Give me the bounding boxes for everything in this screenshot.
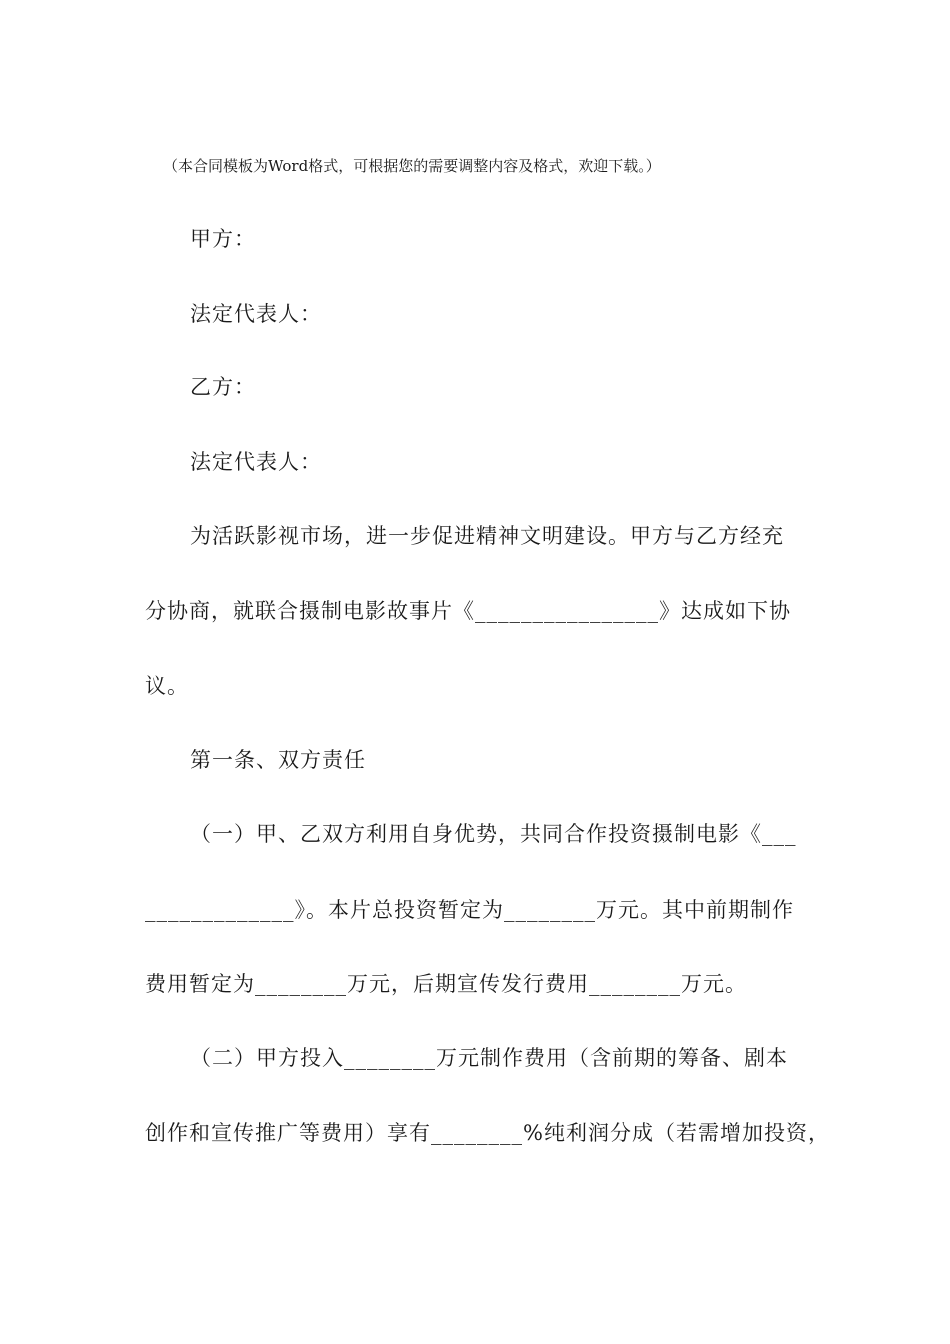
article-1-heading: 第一条、双方责任 (190, 748, 366, 772)
clause-1-line-1: （一）甲、乙双方利用自身优势，共同合作投资摄制电影《___ (190, 822, 797, 846)
clause-2-line-1: （二）甲方投入________万元制作费用（含前期的筹备、剧本 (190, 1046, 788, 1070)
clause-1-line-3: 费用暂定为________万元，后期宣传发行费用________万元。 (145, 972, 747, 996)
intro-line-1: 为活跃影视市场，进一步促进精神文明建设。甲方与乙方经充 (190, 524, 784, 548)
clause-2-line-2: 创作和宣传推广等费用）享有________%纯利润分成（若需增加投资， (145, 1121, 830, 1145)
template-note: （本合同模板为Word格式，可根据您的需要调整内容及格式，欢迎下载。） (163, 157, 661, 175)
party-b-representative-label: 法定代表人： (190, 450, 322, 474)
party-a-representative-label: 法定代表人： (190, 302, 322, 326)
intro-line-2: 分协商，就联合摄制电影故事片《________________》达成如下协 (145, 599, 791, 623)
clause-1-line-2: _____________》。本片总投资暂定为________万元。其中前期制作 (145, 898, 794, 922)
party-a-label: 甲方： (190, 227, 256, 251)
intro-line-3: 议。 (145, 674, 189, 698)
party-b-label: 乙方： (190, 375, 256, 399)
